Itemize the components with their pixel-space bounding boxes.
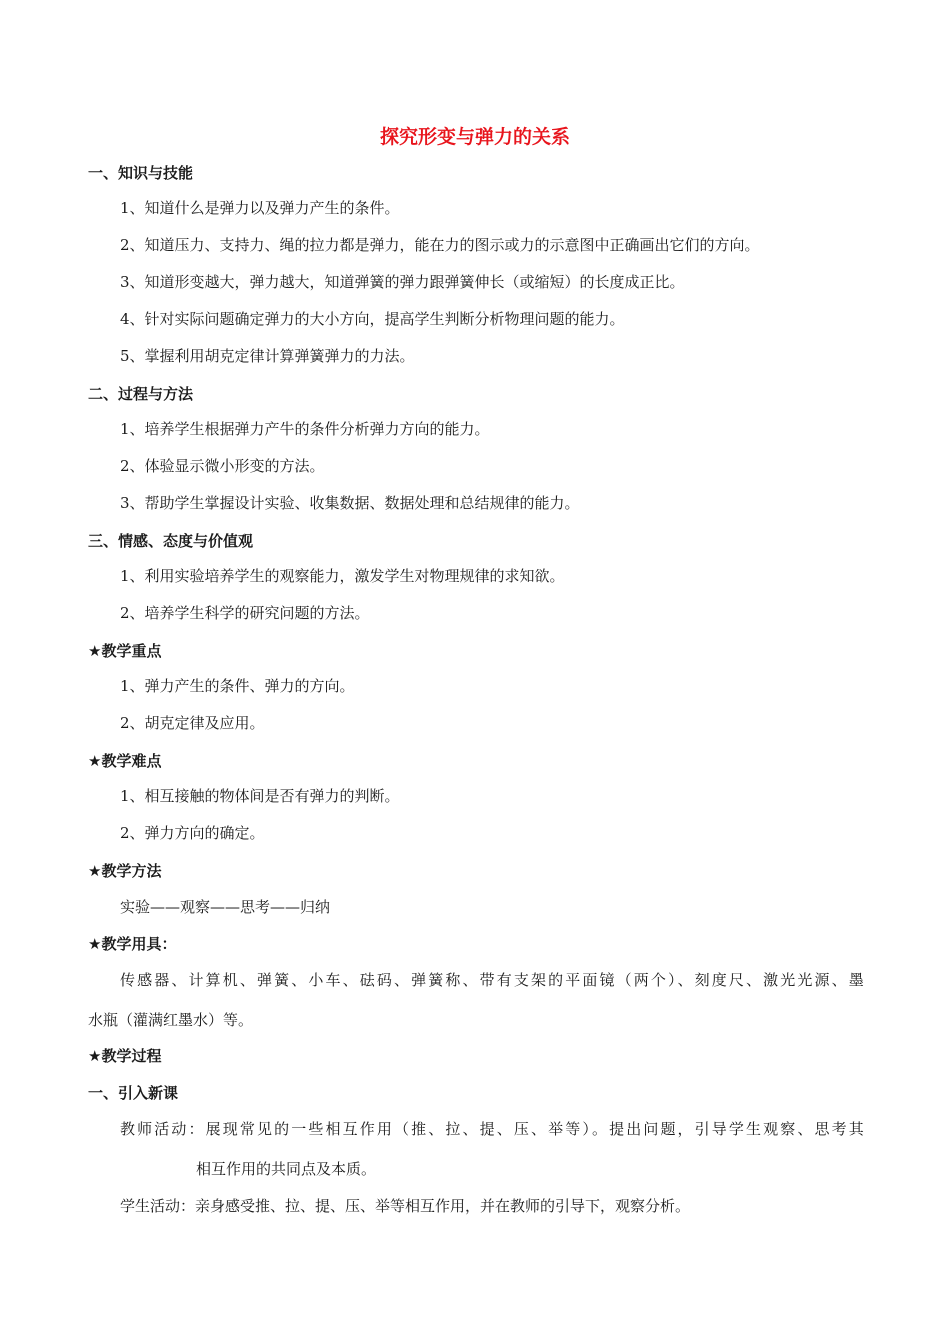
list-item: 3、帮助学生掌握设计实验、收集数据、数据处理和总结规律的能力。 (120, 494, 580, 512)
list-item: 1、利用实验培养学生的观察能力，激发学生对物理规律的求知欲。 (120, 567, 565, 585)
section-heading-key-points: ★教学重点 (88, 642, 162, 660)
section-heading-process-steps: ★教学过程 (88, 1047, 162, 1065)
list-item: 5、掌握利用胡克定律计算弹簧弹力的力法。 (120, 347, 415, 365)
method-text: 实验——观察——思考——归纳 (120, 898, 331, 916)
list-item: 2、体验显示微小形变的方法。 (120, 457, 325, 475)
section-heading-method: ★教学方法 (88, 862, 162, 880)
teacher-activity-line2: 相互作用的共同点及本质。 (196, 1160, 377, 1178)
section-heading-values: 三、情感、态度与价值观 (88, 532, 254, 550)
list-item: 1、培养学生根据弹力产牛的条件分析弹力方向的能力。 (120, 420, 490, 438)
section-heading-difficulties: ★教学难点 (88, 752, 162, 770)
list-item: 1、相互接触的物体间是否有弹力的判断。 (120, 787, 400, 805)
list-item: 2、弹力方向的确定。 (120, 824, 265, 842)
list-item: 2、胡克定律及应用。 (120, 714, 265, 732)
teacher-activity-line1: 教师活动：展现常见的一些相互作用（推、拉、提、压、举等）。提出问题，引导学生观察、思考其 (120, 1120, 864, 1138)
list-item: 2、知道压力、支持力、绳的拉力都是弹力，能在力的图示或力的示意图中正确画出它们的方向。 (120, 236, 760, 254)
subsection-heading-intro: 一、引入新课 (88, 1084, 179, 1102)
tools-text-line1: 传感器、计算机、弹簧、小车、砝码、弹簧称、带有支架的平面镜（两个）、刻度尺、激光光源、墨 (120, 971, 864, 989)
section-heading-tools: ★教学用具： (88, 935, 177, 953)
list-item: 3、知道形变越大，弹力越大，知道弹簧的弹力跟弹簧伸长（或缩短）的长度成正比。 (120, 273, 685, 291)
tools-text-line2: 水瓶（灌满红墨水）等。 (88, 1011, 254, 1029)
list-item: 1、知道什么是弹力以及弹力产生的条件。 (120, 199, 400, 217)
section-heading-process: 二、过程与方法 (88, 385, 194, 403)
list-item: 4、针对实际问题确定弹力的大小方向，提高学生判断分析物理问题的能力。 (120, 310, 625, 328)
section-heading-knowledge: 一、知识与技能 (88, 164, 194, 182)
student-activity-line: 学生活动：亲身感受推、拉、提、压、举等相互作用，并在教师的引导下，观察分析。 (120, 1197, 691, 1215)
document-title: 探究形变与弹力的关系 (379, 126, 570, 148)
list-item: 2、培养学生科学的研究问题的方法。 (120, 604, 370, 622)
list-item: 1、弹力产生的条件、弹力的方向。 (120, 677, 355, 695)
